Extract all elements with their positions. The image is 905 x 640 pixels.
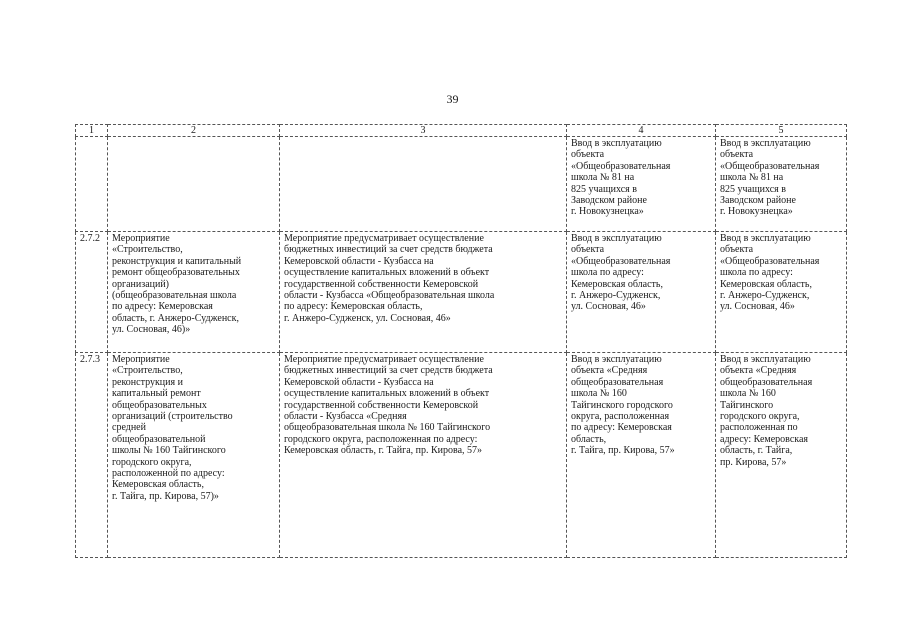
description-cell (280, 137, 567, 232)
table-row (76, 353, 847, 558)
table-header-row (76, 125, 847, 137)
event-cell: Мероприятие «Строительство, реконструкция и капитальный ремонт общеобразовательных организаций) (общеобразовательная школа по адресу: Кемеровская область, г. Анжеро-Судженск, ул. Сосновая, 46)» (108, 232, 280, 353)
result-cell: Ввод в эксплуатацию объекта «Общеобразовательная школа по адресу: Кемеровская область, г. Анжеро-Судженск, ул. Сосновая, 46» (716, 232, 847, 353)
event-cell (108, 137, 280, 232)
result-cell: Ввод в эксплуатацию объекта «Общеобразовательная школа № 81 на 825 учащихся в Заводском районе г. Новокузнецка» (716, 137, 847, 232)
description-cell: Мероприятие предусматривает осуществление бюджетных инвестиций за счет средств бюджета Кемеровской области - Кузбасса на осуществление капитальных вложений в объект государственной собственности Кемеровской области - Кузбасса «Общеобразовательная школа по адресу: Кемеровская область, г. Анжеро-Судженск, ул. Сосновая, 46» (280, 232, 567, 353)
result-cell: Ввод в эксплуатацию объекта «Средняя общеобразовательная школа № 160 Тайгинского городского округа, расположенная по адресу: Кемеровская область, г. Тайга, пр. Кирова, 57» (716, 353, 847, 558)
page-number: 39 (446, 92, 459, 106)
column-header: 2 (108, 125, 280, 137)
column-header: 4 (567, 125, 716, 137)
result-cell: Ввод в эксплуатацию объекта «Общеобразовательная школа по адресу: Кемеровская область, г. Анжеро-Судженск, ул. Сосновая, 46» (567, 232, 716, 353)
result-cell: Ввод в эксплуатацию объекта «Общеобразовательная школа № 81 на 825 учащихся в Заводском районе г. Новокузнецка» (567, 137, 716, 232)
column-header: 1 (76, 125, 108, 137)
table-row (76, 137, 847, 232)
column-header: 5 (716, 125, 847, 137)
description-cell: Мероприятие предусматривает осуществление бюджетных инвестиций за счет средств бюджета Кемеровской области - Кузбасса на осуществление капитальных вложений в объект государственной собственности Кемеровской области - Кузбасса «Средняя общеобразовательная школа № 160 Тайгинского городского округа, расположенная по адресу: Кемеровская область, г. Тайга, пр. Кирова, 57» (280, 353, 567, 558)
table-row (76, 232, 847, 353)
event-cell: Мероприятие «Строительство, реконструкция и капитальный ремонт общеобразовательных организаций (строительство средней общеобразовательной школы № 160 Тайгинского городского округа, расположенной по адресу: Кемеровская область, г. Тайга, пр. Кирова, 57)» (108, 353, 280, 558)
row-number: 2.7.2 (76, 232, 108, 353)
row-number: 2.7.3 (76, 353, 108, 558)
result-cell: Ввод в эксплуатацию объекта «Средняя общеобразовательная школа № 160 Тайгинского городского округа, расположенная по адресу: Кемеровская область, г. Тайга, пр. Кирова, 57» (567, 353, 716, 558)
column-header: 3 (280, 125, 567, 137)
measures-table (75, 124, 847, 558)
row-number (76, 137, 108, 232)
